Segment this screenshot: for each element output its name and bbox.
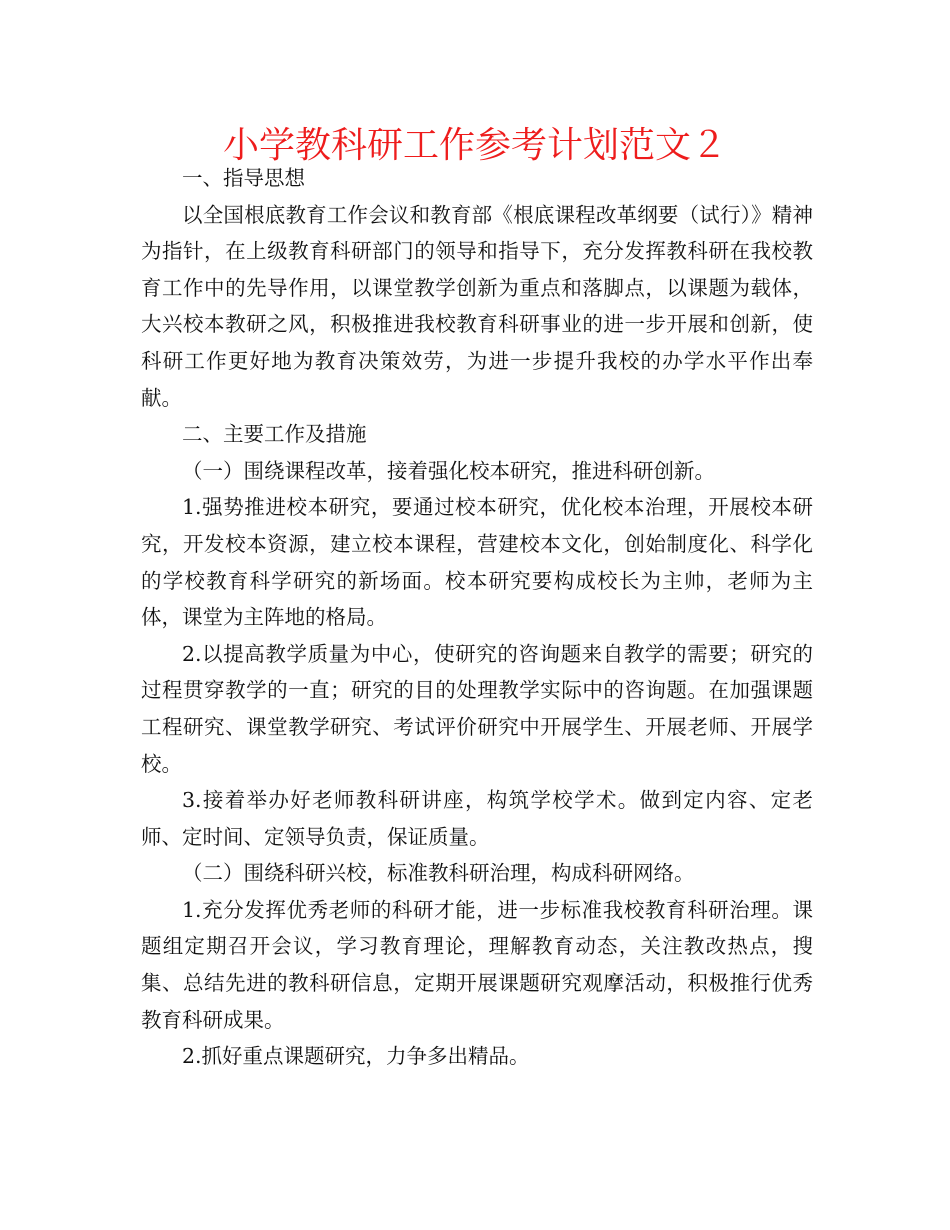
paragraph-item-3: 3.接着举办好老师教科研讲座，构筑学校学术。做到定内容、定老师、定时间、定领导负责，保证质量。	[141, 788, 813, 849]
subheading-research-management: （二）围绕科研兴校，标准教科研治理，构成科研网络。	[182, 861, 695, 886]
paragraph-item-1: 1.强势推进校本研究，要通过校本研究，优化校本治理，开展校本研究，开发校本资源，建立校本课程，营建校本文化，创始制度化、科学化的学校教育科学研究的新场面。校本研究要构成校长为主帅，老师为主体，课堂为主阵地的格局。	[141, 495, 813, 630]
document-title: 小学教科研工作参考计划范文２	[222, 125, 727, 166]
paragraph-item-5: 2.抓好重点课题研究，力争多出精品。	[182, 1044, 530, 1069]
document-body	[141, 160, 813, 1075]
section-heading-main-work: 二、主要工作及措施	[182, 422, 367, 447]
subheading-curriculum-reform: （一）围绕课程改革，接着强化校本研究，推进科研创新。	[182, 458, 715, 483]
paragraph-item-2: 2.以提高教学质量为中心，使研究的咨询题来自教学的需要；研究的过程贯穿教学的一直；研究的目的处理教学实际中的咨询题。在加强课题工程研究、课堂教学研究、考试评价研究中开展学生、开展老师、开展学校。	[141, 641, 813, 776]
paragraph-item-4: 1.充分发挥优秀老师的科研才能，进一步标准我校教育科研治理。课题组定期召开会议，学习教育理论，理解教育动态，关注教改热点，搜集、总结先进的教科研信息，定期开展课题研究观摩活动，积极推行优秀教育科研成果。	[141, 897, 813, 1032]
section-heading-guiding-ideology: 一、指导思想	[182, 166, 305, 190]
paragraph-guiding-ideology: 以全国根底教育工作会议和教育部《根底课程改革纲要（试行）》精神为指针，在上级教育科研部门的领导和指导下，充分发挥教科研在我校教育工作中的先导作用，以课堂教学创新为重点和落脚点，以课题为载体，大兴校本教研之风，积极推进我校教育科研事业的进一步开展和创新，使科研工作更好地为教育决策效劳，为进一步提升我校的办学水平作出奉献。	[141, 202, 813, 410]
